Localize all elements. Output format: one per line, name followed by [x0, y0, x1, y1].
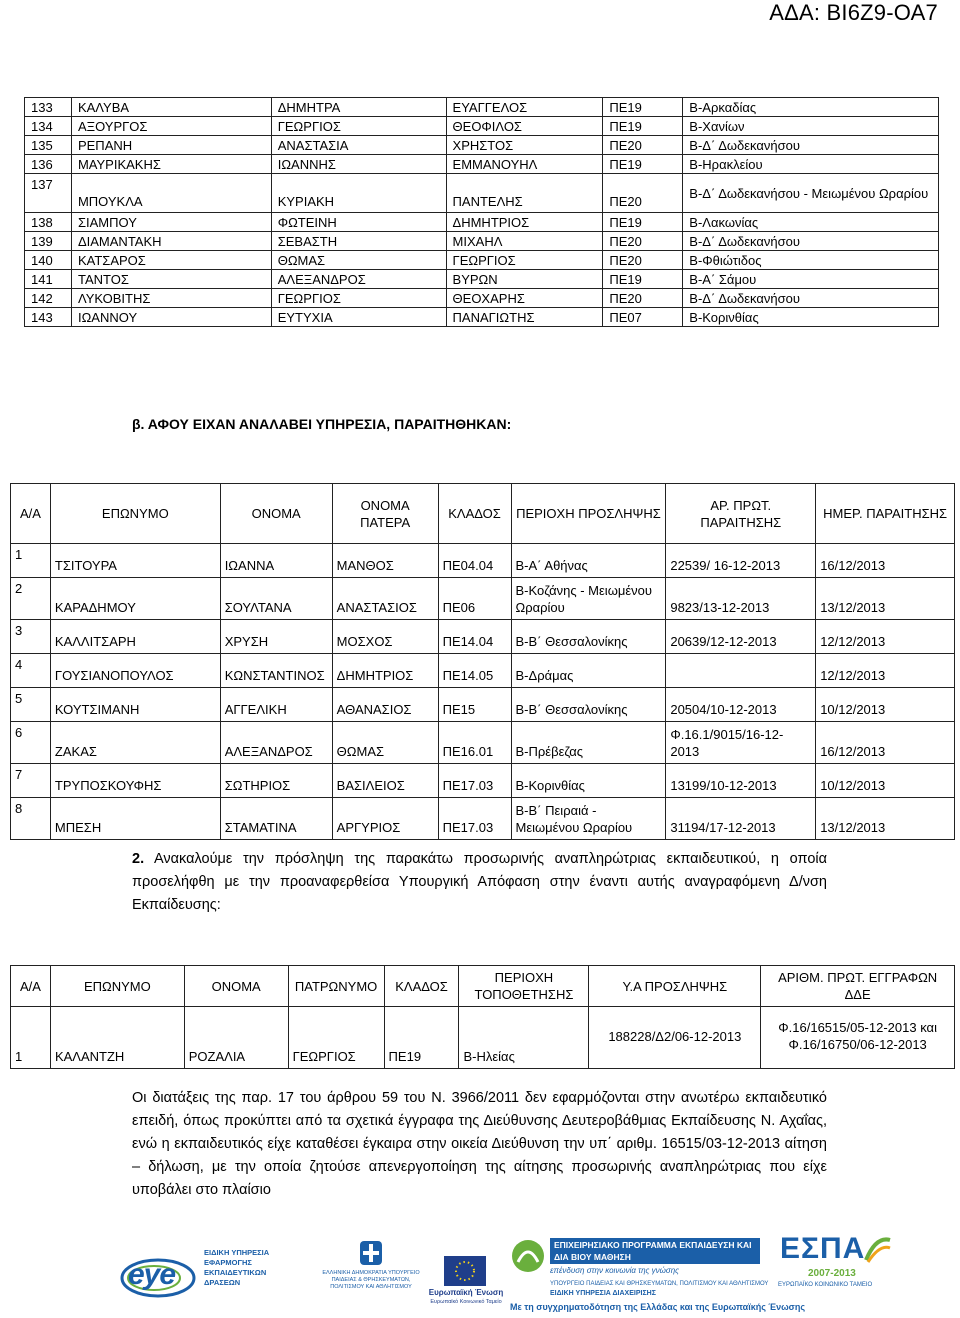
- row-number: 6: [11, 722, 51, 764]
- surname: ΚΟΥΤΣΙΜΑΝΗ: [50, 688, 220, 722]
- region: Β-Κορινθίας: [511, 764, 666, 798]
- row-number: 133: [25, 98, 72, 117]
- placement-region: Β-Ηλείας: [459, 1007, 589, 1069]
- specialty: ΠΕ19: [603, 155, 683, 174]
- region: Β-Χανίων: [683, 117, 939, 136]
- espa-logo: [778, 1232, 894, 1292]
- table-row: [25, 251, 939, 270]
- section-b-heading: β. ΑΦΟΥ ΕΙΧΑΝ ΑΝΑΛΑΒΕΙ ΥΠΗΡΕΣΙΑ, ΠΑΡΑΙΤΗΘΗΚΑΝ:: [132, 416, 512, 432]
- first-name: ΔΗΜΗΤΡΑ: [271, 98, 446, 117]
- specialty: ΠΕ19: [603, 98, 683, 117]
- father-name: ΓΕΩΡΓΙΟΣ: [446, 251, 603, 270]
- row-number: 2: [11, 578, 51, 620]
- row-number: 137: [25, 174, 72, 213]
- first-name: ΣΟΥΛΤΑΝΑ: [220, 578, 332, 620]
- table-header-row: [11, 484, 955, 544]
- specialty: ΠΕ07: [603, 308, 683, 327]
- first-name: ΑΝΑΣΤΑΣΙΑ: [271, 136, 446, 155]
- surname: ΤΑΝΤΟΣ: [71, 270, 271, 289]
- protocol-number: Φ.16.1/9015/16-12-2013: [666, 722, 816, 764]
- surname: ΓΟΥΣΙΑΝΟΠΟΥΛΟΣ: [50, 654, 220, 688]
- first-name: ΣΕΒΑΣΤΗ: [271, 232, 446, 251]
- row-number: 7: [11, 764, 51, 798]
- first-name: ΙΩΑΝΝΑ: [220, 544, 332, 578]
- table-row: [11, 578, 955, 620]
- specialty: ΠΕ20: [603, 289, 683, 308]
- father-name: ΧΡΗΣΤΟΣ: [446, 136, 603, 155]
- father-name: ΒΑΣΙΛΕΙΟΣ: [332, 764, 438, 798]
- specialty: ΠΕ20: [603, 251, 683, 270]
- region: Β-Α΄ Αθήνας: [511, 544, 666, 578]
- father-name: ΠΑΝΑΓΙΩΤΗΣ: [446, 308, 603, 327]
- first-name: ΧΡΥΣΗ: [220, 620, 332, 654]
- table-row: [11, 722, 955, 764]
- ministry-2: ΥΠΟΥΡΓΕΙΟ ΠΑΙΔΕΙΑΣ ΚΑΙ ΘΡΗΣΚΕΥΜΑΤΩΝ, ΠΟΛΙΤΙΣΜΟΥ ΚΑΙ ΑΘΛΗΤΙΣΜΟΥ: [550, 1281, 769, 1287]
- first-name: ΑΓΓΕΛΙΚΗ: [220, 688, 332, 722]
- table-row: [25, 270, 939, 289]
- row-number: 135: [25, 136, 72, 155]
- table-row: [25, 117, 939, 136]
- surname: ΔΙΑΜΑΝΤΑΚΗ: [71, 232, 271, 251]
- row-number: 138: [25, 213, 72, 232]
- header-protocol: ΑΡ. ΠΡΩΤ. ΠΑΡΑΙΤΗΣΗΣ: [666, 484, 816, 544]
- program-emblem-icon: [510, 1238, 546, 1274]
- footer-logos: [0, 1228, 960, 1318]
- resignation-date: 10/12/2013: [816, 764, 955, 798]
- surname: ΡΕΠΑΝΗ: [71, 136, 271, 155]
- table-row: [25, 136, 939, 155]
- region: Β-Κορινθίας: [683, 308, 939, 327]
- row-number: 8: [11, 798, 51, 840]
- specialty: ΠΕ14.04: [438, 620, 511, 654]
- header-region: ΠΕΡΙΟΧΗ ΠΡΟΣΛΗΨΗΣ: [511, 484, 666, 544]
- father-name: ΔΗΜΗΤΡΙΟΣ: [446, 213, 603, 232]
- row-number: 1: [11, 1007, 51, 1069]
- specialty: ΠΕ20: [603, 174, 683, 213]
- first-name: ΦΩΤΕΙΝΗ: [271, 213, 446, 232]
- paragraph-3: Οι διατάξεις της παρ. 17 του άρθρου 59 του Ν. 3966/2011 δεν εφαρμόζονται στην ανωτέρω εκπαιδευτικό επειδή, όπως προκύπτει από τα σχετικά έγγραφα της Διεύθυνσης Δευτεροβάθμιας Εκπαίδευσης Ν. Αχαΐας, ενώ η εκπαιδευτικός είχε καταθέσει έγκαιρα στην οικεία Διεύθυνση την υπ΄ αριθμ. 16515/03-12-2013 αίτηση – δήλωση, με την οποία ζητούσε απενεργοποίηση της αίτησης προσωρινής αναπληρώτριας που είχε υποβάλει στο πλαίσιο: [132, 1090, 827, 1198]
- eye-logo-text: eye: [128, 1258, 176, 1291]
- surname: ΜΠΟΥΚΛΑ: [71, 174, 271, 213]
- specialty: ΠΕ19: [603, 117, 683, 136]
- region: Β-Φθιώτιδος: [683, 251, 939, 270]
- region: Β-Α΄ Σάμου: [683, 270, 939, 289]
- espa-years: 2007-2013: [808, 1268, 856, 1279]
- header-specialty: ΚΛΑΔΟΣ: [384, 966, 459, 1007]
- first-name: ΚΥΡΙΑΚΗ: [271, 174, 446, 213]
- row-number: 1: [11, 544, 51, 578]
- row-number: 4: [11, 654, 51, 688]
- header-name: ΟΝΟΜΑ: [220, 484, 332, 544]
- table-row: [25, 213, 939, 232]
- first-name: ΘΩΜΑΣ: [271, 251, 446, 270]
- region: Β-Λακωνίας: [683, 213, 939, 232]
- surname: ΚΑΛΑΝΤΖΗ: [50, 1007, 184, 1069]
- resignation-date: 12/12/2013: [816, 654, 955, 688]
- ministry-caption: ΕΛΛΗΝΙΚΗ ΔΗΜΟΚΡΑΤΙΑ ΥΠΟΥΡΓΕΙΟ ΠΑΙΔΕΙΑΣ & ΘΡΗΣΚΕΥΜΑΤΩΝ, ΠΟΛΙΤΙΣΜΟΥ ΚΑΙ ΑΘΛΗΤΙΣΜΟΥ: [322, 1270, 420, 1290]
- table-row: [11, 654, 955, 688]
- table-row: [25, 308, 939, 327]
- row-number: 141: [25, 270, 72, 289]
- eu-label: Ευρωπαϊκή Ένωση: [428, 1288, 504, 1297]
- greek-coat-of-arms-icon: [356, 1238, 386, 1268]
- header-name: ΟΝΟΜΑ: [184, 966, 288, 1007]
- surname: ΚΑΛΛΙΤΣΑΡΗ: [50, 620, 220, 654]
- eu-sub: Ευρωπαϊκό Κοινωνικό Ταμείο: [430, 1299, 502, 1305]
- first-name: ΣΩΤΗΡΙΟΣ: [220, 764, 332, 798]
- region: Β-Ηρακλείου: [683, 155, 939, 174]
- specialty: ΠΕ19: [603, 270, 683, 289]
- surname: ΜΠΕΣΗ: [50, 798, 220, 840]
- region: Β-Αρκαδίας: [683, 98, 939, 117]
- table-appointments-continued: [24, 97, 939, 327]
- cofinance-note: Με τη συγχρηματοδότηση της Ελλάδας και της Ευρωπαϊκής Ένωσης: [510, 1302, 806, 1312]
- first-name: ΙΩΑΝΝΗΣ: [271, 155, 446, 174]
- father-name: ΠΑΝΤΕΛΗΣ: [446, 174, 603, 213]
- specialty: ΠΕ19: [603, 213, 683, 232]
- row-number: 143: [25, 308, 72, 327]
- surname: ΖΑΚΑΣ: [50, 722, 220, 764]
- father-name: ΘΩΜΑΣ: [332, 722, 438, 764]
- table-row: [11, 620, 955, 654]
- specialty: ΠΕ17.03: [438, 798, 511, 840]
- ada-code: ΑΔΑ: ΒΙ6Ζ9-ΟΑ7: [769, 0, 938, 25]
- father-name: ΕΜΜΑΝΟΥΗΛ: [446, 155, 603, 174]
- paragraph-2-text: Ανακαλούμε την πρόσληψη της παρακάτω προσωρινής αναπληρώτριας εκπαιδευτικού, η οποία προσελήφθη με την προαναφερθείσα Υπουργική Απόφαση στην έναντι αυτής αναγραφόμενη Δ/νση Εκπαίδευσης:: [132, 851, 827, 913]
- region: Β-Πρέβεζας: [511, 722, 666, 764]
- header-surname: ΕΠΩΝΥΜΟ: [50, 966, 184, 1007]
- table-row: [11, 798, 955, 840]
- region: Β-Δράμας: [511, 654, 666, 688]
- first-name: ΚΩΝΣΤΑΝΤΙΝΟΣ: [220, 654, 332, 688]
- specialty: ΠΕ04.04: [438, 544, 511, 578]
- region: Β-Δ΄ Δωδεκανήσου: [683, 289, 939, 308]
- header-protocol-numbers: ΑΡΙΘΜ. ΠΡΩΤ. ΕΓΓΡΑΦΩΝ ΔΔΕ: [761, 966, 955, 1007]
- espa-sub: ΕΥΡΩΠΑΪΚΟ ΚΟΙΝΩΝΙΚΟ ΤΑΜΕΙΟ: [778, 1282, 873, 1288]
- specialty: ΠΕ06: [438, 578, 511, 620]
- first-name: ΓΕΩΡΓΙΟΣ: [271, 289, 446, 308]
- protocol-number: 13199/10-12-2013: [666, 764, 816, 798]
- header-aa: Α/Α: [11, 484, 51, 544]
- protocol-number: 20639/12-12-2013: [666, 620, 816, 654]
- region: Β-Β΄ Θεσσαλονίκης: [511, 688, 666, 722]
- surname: ΜΑΥΡΙΚΑΚΗΣ: [71, 155, 271, 174]
- protocol-number: 20504/10-12-2013: [666, 688, 816, 722]
- protocol-number: 31194/17-12-2013: [666, 798, 816, 840]
- header-placement: ΠΕΡΙΟΧΗ ΤΟΠΟΘΕΤΗΣΗΣ: [459, 966, 589, 1007]
- ministerial-decision: 188228/Δ2/06-12-2013: [589, 1007, 761, 1069]
- eye-logo-caption: ΕΙΔΙΚΗ ΥΠΗΡΕΣΙΑ ΕΦΑΡΜΟΓΗΣ ΕΚΠΑΙΔΕΥΤΙΚΩΝ ΔΡΑΣΕΩΝ: [204, 1248, 270, 1287]
- program-sub: επένδυση στην κοινωνία της γνώσης: [550, 1266, 680, 1275]
- resignation-date: 16/12/2013: [816, 722, 955, 764]
- father-name: ΑΝΑΣΤΑΣΙΟΣ: [332, 578, 438, 620]
- first-name: ΡΟΖΑΛΙΑ: [184, 1007, 288, 1069]
- first-name: ΣΤΑΜΑΤΙΝΑ: [220, 798, 332, 840]
- region: Β-Β΄ Θεσσαλονίκης: [511, 620, 666, 654]
- surname: ΚΑΡΑΔΗΜΟΥ: [50, 578, 220, 620]
- first-name: ΕΥΤΥΧΙΑ: [271, 308, 446, 327]
- father-name: ΜΑΝΘΟΣ: [332, 544, 438, 578]
- father-name: ΘΕΟΧΑΡΗΣ: [446, 289, 603, 308]
- espa-label: ΕΣΠΑ: [780, 1232, 866, 1265]
- table-row: [25, 232, 939, 251]
- resignation-date: 10/12/2013: [816, 688, 955, 722]
- management-authority: ΕΙΔΙΚΗ ΥΠΗΡΕΣΙΑ ΔΙΑΧΕΙΡΙΣΗΣ: [550, 1290, 656, 1297]
- header-ministerial-decision: Υ.Α ΠΡΟΣΛΗΨΗΣ: [589, 966, 761, 1007]
- region: Β-Δ΄ Δωδεκανήσου: [683, 136, 939, 155]
- table-row: [11, 1007, 955, 1069]
- eu-flag-icon: [444, 1256, 486, 1286]
- header-aa: Α/Α: [11, 966, 51, 1007]
- region: Β-Κοζάνης - Μειωμένου Ωραρίου: [511, 578, 666, 620]
- row-number: 3: [11, 620, 51, 654]
- specialty: ΠΕ16.01: [438, 722, 511, 764]
- father-name: ΑΡΓΥΡΙΟΣ: [332, 798, 438, 840]
- surname: ΤΣΙΤΟΥΡΑ: [50, 544, 220, 578]
- paragraph-2: [132, 848, 827, 917]
- father-name: ΜΙΧΑΗΛ: [446, 232, 603, 251]
- specialty: ΠΕ14.05: [438, 654, 511, 688]
- protocol-number: [666, 654, 816, 688]
- surname: ΚΑΛΥΒΑ: [71, 98, 271, 117]
- program-logo: [510, 1236, 770, 1312]
- table-row: [11, 764, 955, 798]
- surname: ΤΡΥΠΟΣΚΟΥΦΗΣ: [50, 764, 220, 798]
- table-row: [11, 688, 955, 722]
- table-row: [25, 174, 939, 213]
- surname: ΛΥΚΟΒΙΤΗΣ: [71, 289, 271, 308]
- protocol-number: 9823/13-12-2013: [666, 578, 816, 620]
- resignation-date: 16/12/2013: [816, 544, 955, 578]
- header-father-name: ΟΝΟΜΑ ΠΑΤΕΡΑ: [332, 484, 438, 544]
- father-name: ΔΗΜΗΤΡΙΟΣ: [332, 654, 438, 688]
- table-row: [25, 289, 939, 308]
- program-title: ΕΠΙΧΕΙΡΗΣΙΑΚΟ ΠΡΟΓΡΑΜΜΑ ΕΚΠΑΙΔΕΥΣΗ ΚΑΙ ΔΙΑ ΒΙΟΥ ΜΑΘΗΣΗ: [550, 1238, 760, 1264]
- surname: ΙΩΑΝΝΟΥ: [71, 308, 271, 327]
- paragraph-2-number: 2.: [132, 851, 145, 867]
- row-number: 134: [25, 117, 72, 136]
- protocol-numbers: Φ.16/16515/05-12-2013 και Φ.16/16750/06-12-2013: [761, 1007, 955, 1069]
- resignation-date: 13/12/2013: [816, 798, 955, 840]
- table-row: [25, 98, 939, 117]
- region: Β-Β΄ Πειραιά - Μειωμένου Ωραρίου: [511, 798, 666, 840]
- header-specialty: ΚΛΑΔΟΣ: [438, 484, 511, 544]
- row-number: 139: [25, 232, 72, 251]
- table-header-row: [11, 966, 955, 1007]
- father-name: ΒΥΡΩΝ: [446, 270, 603, 289]
- specialty: ΠΕ17.03: [438, 764, 511, 798]
- surname: ΚΑΤΣΑΡΟΣ: [71, 251, 271, 270]
- table-row: [11, 544, 955, 578]
- row-number: 5: [11, 688, 51, 722]
- espa-swirl-icon: [862, 1234, 892, 1264]
- table-resignations: [10, 483, 955, 840]
- header-patronymic: ΠΑΤΡΩΝΥΜΟ: [288, 966, 384, 1007]
- table-row: [25, 155, 939, 174]
- row-number: 142: [25, 289, 72, 308]
- resignation-date: 13/12/2013: [816, 578, 955, 620]
- specialty: ΠΕ15: [438, 688, 511, 722]
- eye-logo: [118, 1244, 308, 1310]
- specialty: ΠΕ20: [603, 232, 683, 251]
- ministry-emblem: [322, 1236, 420, 1310]
- first-name: ΓΕΩΡΓΙΟΣ: [271, 117, 446, 136]
- first-name: ΑΛΕΞΑΝΔΡΟΣ: [271, 270, 446, 289]
- specialty: ΠΕ19: [384, 1007, 459, 1069]
- table-revocation: [10, 965, 955, 1069]
- father-name: ΜΟΣΧΟΣ: [332, 620, 438, 654]
- resignation-date: 12/12/2013: [816, 620, 955, 654]
- protocol-number: 22539/ 16-12-2013: [666, 544, 816, 578]
- father-name: ΕΥΑΓΓΕΛΟΣ: [446, 98, 603, 117]
- father-name: ΑΘΑΝΑΣΙΟΣ: [332, 688, 438, 722]
- header-date: ΗΜΕΡ. ΠΑΡΑΙΤΗΣΗΣ: [816, 484, 955, 544]
- first-name: ΑΛΕΞΑΝΔΡΟΣ: [220, 722, 332, 764]
- specialty: ΠΕ20: [603, 136, 683, 155]
- region: Β-Δ΄ Δωδεκανήσου - Μειωμένου Ωραρίου: [683, 174, 939, 213]
- patronymic: ΓΕΩΡΓΙΟΣ: [288, 1007, 384, 1069]
- eu-logo: [424, 1256, 508, 1312]
- father-name: ΘΕΟΦΙΛΟΣ: [446, 117, 603, 136]
- surname: ΑΞΟΥΡΓΟΣ: [71, 117, 271, 136]
- header-surname: ΕΠΩΝΥΜΟ: [50, 484, 220, 544]
- region: Β-Δ΄ Δωδεκανήσου: [683, 232, 939, 251]
- row-number: 140: [25, 251, 72, 270]
- row-number: 136: [25, 155, 72, 174]
- surname: ΣΙΑΜΠΟΥ: [71, 213, 271, 232]
